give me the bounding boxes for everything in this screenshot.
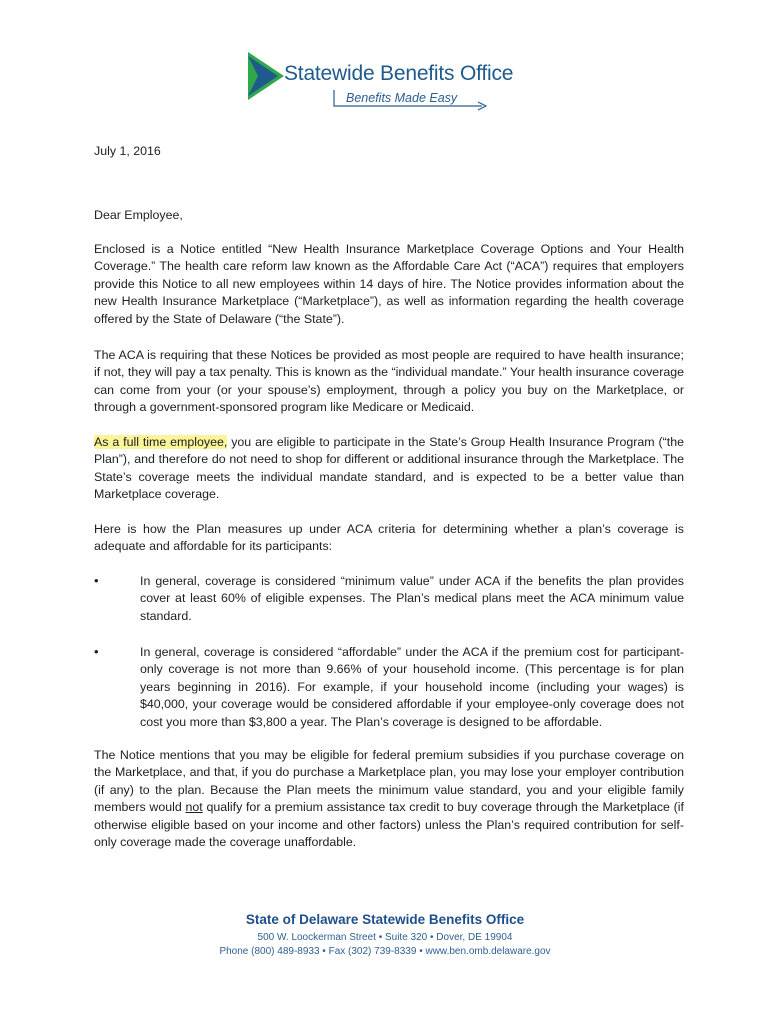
footer-address: 500 W. Loockerman Street • Suite 320 • Dover, DE 19904 (257, 932, 513, 943)
paragraph-3 (94, 434, 684, 504)
footer-office-name: State of Delaware Statewide Benefits Office (245, 912, 525, 927)
bullet-2-text: In general, coverage is considered “affordable” under the ACA if the premium cost for participant-only coverage is not more than 9.66% of your household income. (This percentage is for plan years beginning in 2016). For example, if your household income (including your wages) is $40,000, your coverage would be considered affordable if your employee-only coverage does not cost you more than $3,800 a year. The Plan’s coverage is designed to be affordable. (140, 645, 684, 729)
bullet-1-dot: • (94, 573, 99, 588)
letter-date: July 1, 2016 (94, 144, 161, 158)
bullet-1-text: In general, coverage is considered “minimum value” under ACA if the benefits the plan provides cover at least 60% of eligible expenses. The Plan’s medical plans meet the ACA minimum value standard. (140, 574, 684, 623)
paragraph-1: Enclosed is a Notice entitled “New Health Insurance Marketplace Coverage Options and Your Health Coverage.” The health care reform law known as the Affordable Care Act (“ACA”) requires that employers provide this Notice to all new employees within 14 days of hire. The Notice provides information about the new Health Insurance Marketplace (“Marketplace”), as well as information regarding the health coverage offered by the State of Delaware (“the State”). (94, 242, 684, 326)
paragraph-2: The ACA is requiring that these Notices be provided as most people are required to have health insurance; if not, they will pay a tax penalty. This is known as the “individual mandate.” Your health insurance coverage can come from your (or your spouse’s) employment, through a policy you buy on the Marketplace, or through a government-sponsored program like Medicare or Medicaid. (94, 348, 684, 415)
underlined-word: not (185, 800, 203, 815)
bullet-2-dot: • (94, 644, 99, 659)
paragraph-4: Here is how the Plan measures up under ACA criteria for determining whether a plan’s coverage is adequate and affordable for its participants: (94, 522, 684, 554)
paragraph-5-part2: qualify for a premium assistance tax credit to buy coverage through the Marketplace (if otherwise eligible based on your income and other factors) unless the Plan’s required contribution for self-only coverage made the coverage unaffordable. (94, 800, 684, 850)
paragraph-3-rest: you are eligible to participate in the State’s Group Health Insurance Program (“the Plan”), and therefore do not need to shop for different or additional insurance through the Marketplace. The State’s coverage meets the individual mandate standard, and is expected to be a better value than Marketplace coverage. (94, 435, 684, 502)
salutation: Dear Employee, (94, 208, 183, 222)
paragraph-5 (94, 747, 684, 851)
logo-title: Statewide Benefits Office (284, 62, 514, 85)
footer-contact: Phone (800) 489-8933 • Fax (302) 739-8339 • www.ben.omb.delaware.gov (219, 946, 551, 957)
highlighted-text: As a full time employee, (94, 435, 228, 449)
logo-tagline: Benefits Made Easy (346, 91, 458, 105)
letterhead-logo (248, 50, 538, 122)
paragraph-5-part1: The Notice mentions that you may be eligible for federal premium subsidies if you purchase coverage on the Marketplace, and that, if you do purchase a Marketplace plan, you may lose your employer contribution (if any) to the plan. Because the Plan meets the minimum value standard, you and your eligible family members would (94, 748, 684, 815)
